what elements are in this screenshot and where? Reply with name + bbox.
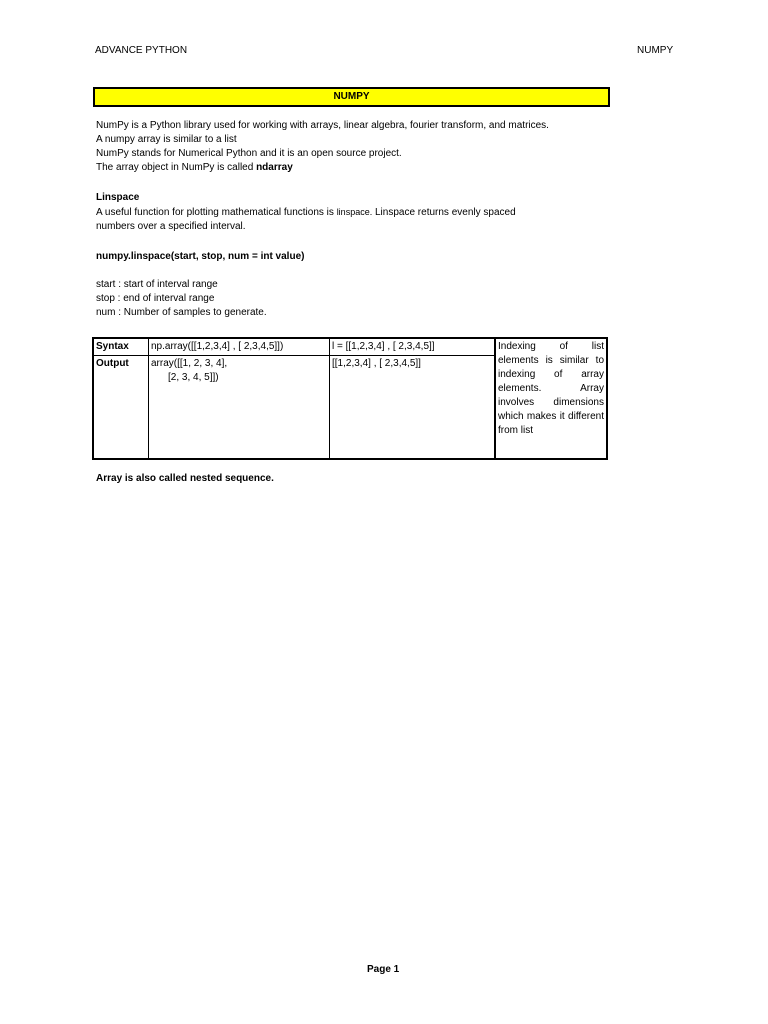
comparison-table xyxy=(92,337,608,460)
linspace-desc-a: A useful function for plotting mathematical functions is xyxy=(96,207,337,218)
np-syntax-cell: np.array([[1,2,3,4] , [ 2,3,4,5]]) xyxy=(149,338,330,356)
output-label: Output xyxy=(93,356,149,460)
page-number: Page 1 xyxy=(367,964,400,975)
intro-line-1: NumPy is a Python library used for working with arrays, linear algebra, fourier transform, and matrices. xyxy=(96,120,549,131)
linspace-desc-b: Linspace returns evenly spaced xyxy=(372,207,516,218)
header-left: ADVANCE PYTHON xyxy=(95,45,188,56)
page-title: NUMPY xyxy=(93,87,610,107)
nested-note: Array is also called nested sequence. xyxy=(96,473,274,484)
header-right: NUMPY xyxy=(637,45,674,56)
intro-line-4 xyxy=(96,162,293,173)
ndarray-term: ndarray xyxy=(256,162,293,173)
intro-line-3: NumPy stands for Numerical Python and it is an open source project. xyxy=(96,148,402,159)
linspace-code: linspace. xyxy=(336,207,373,217)
table-row xyxy=(93,338,607,356)
list-syntax-cell: l = [[1,2,3,4] , [ 2,3,4,5]] xyxy=(330,338,496,356)
np-output-line-1: array([[1, 2, 3, 4], xyxy=(151,358,228,369)
param-num: num : Number of samples to generate. xyxy=(96,307,267,318)
linspace-desc-line-1 xyxy=(96,207,516,218)
syntax-label: Syntax xyxy=(93,338,149,356)
linspace-desc-line-2: numbers over a specified interval. xyxy=(96,221,246,232)
np-output-line-2: [2, 3, 4, 5]]) xyxy=(168,372,219,383)
np-output-cell xyxy=(149,356,330,460)
intro-line-2: A numpy array is similar to a list xyxy=(96,134,237,145)
list-output-cell: [[1,2,3,4] , [ 2,3,4,5]] xyxy=(330,356,496,460)
param-stop: stop : end of interval range xyxy=(96,293,215,304)
linspace-heading: Linspace xyxy=(96,192,140,203)
param-start: start : start of interval range xyxy=(96,279,218,290)
note-cell: Indexing of list elements is similar to indexing of array elements. Array involves dimensions which makes it different from list xyxy=(495,338,607,459)
intro-line-4-text: The array object in NumPy is called xyxy=(96,162,257,173)
linspace-signature: numpy.linspace(start, stop, num = int value) xyxy=(96,251,305,262)
